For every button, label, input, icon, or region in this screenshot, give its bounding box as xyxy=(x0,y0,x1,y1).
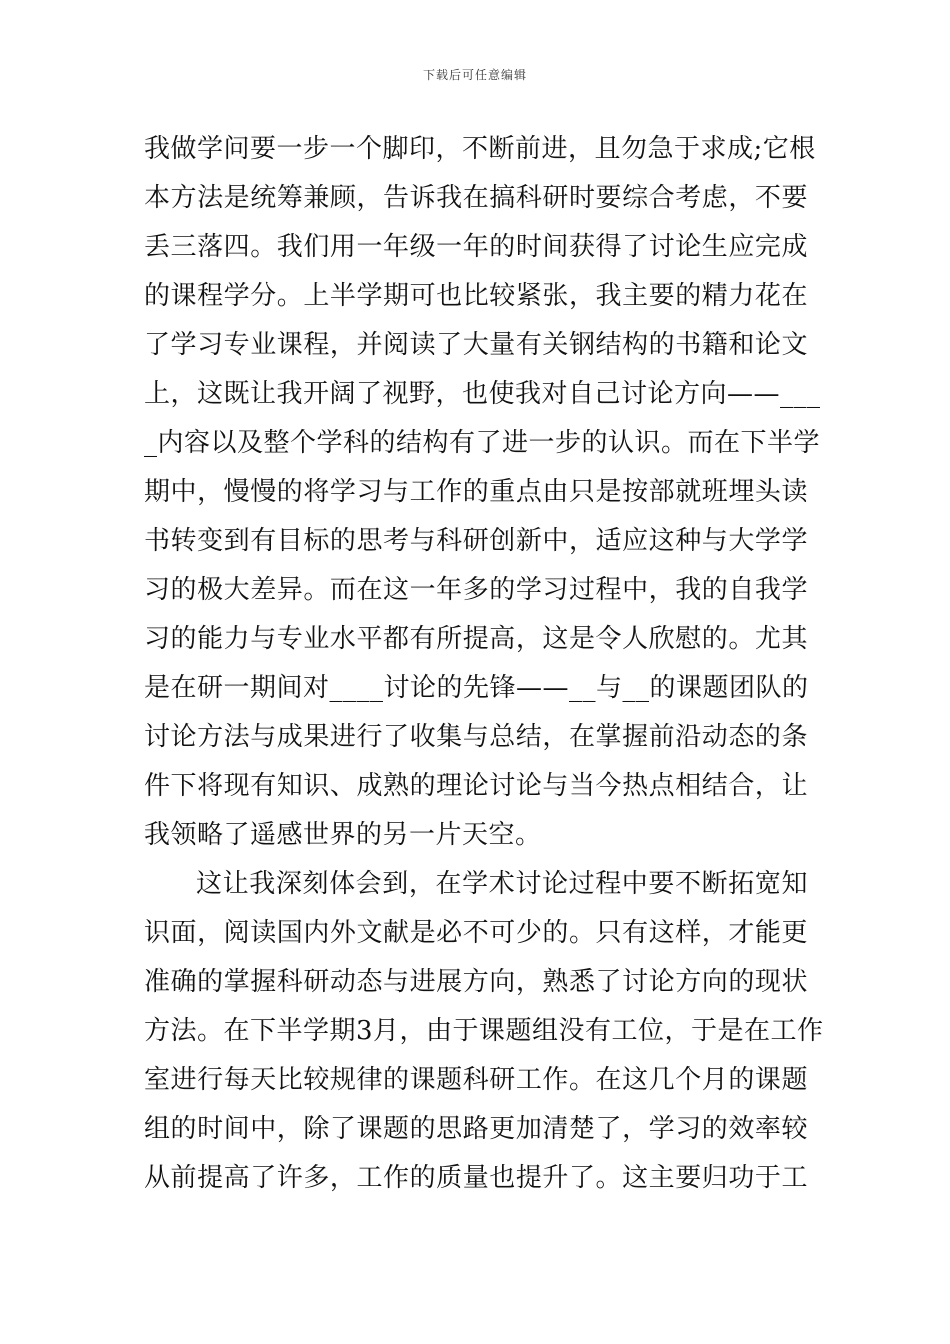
text-line: 方法。在下半学期3月，由于课题组没有工位，于是在工作 xyxy=(144,1016,824,1046)
paragraph-1 xyxy=(144,125,821,860)
text-line: 准确的掌握科研动态与进展方向，熟悉了讨论方向的现状 xyxy=(144,967,808,997)
text-line: _内容以及整个学科的结构有了进一步的认识。而在下半学 xyxy=(144,428,821,458)
text-line: 书转变到有目标的思考与科研创新中，适应这种与大学学 xyxy=(144,526,808,556)
text-line: 习的能力与专业水平都有所提高，这是令人欣慰的。尤其 xyxy=(144,624,808,654)
text-line: 我领略了遥感世界的另一片天空。 xyxy=(144,820,542,850)
text-line: 这让我深刻体会到，在学术讨论过程中要不断拓宽知 xyxy=(196,869,808,899)
text-line: 是在研一期间对____讨论的先锋——__与__的课题团队的 xyxy=(144,673,809,703)
header-note: 下载后可任意编辑 xyxy=(422,68,527,82)
text-line: 从前提高了许多，工作的质量也提升了。这主要归功于工 xyxy=(144,1163,808,1193)
text-line: 组的时间中，除了课题的思路更加清楚了，学习的效率较 xyxy=(144,1114,808,1144)
text-line: 丢三落四。我们用一年级一年的时间获得了讨论生应完成 xyxy=(144,232,808,262)
text-line: 上，这既让我开阔了视野，也使我对自己讨论方向——___ xyxy=(144,379,821,409)
text-line: 识面，阅读国内外文献是必不可少的。只有这样，才能更 xyxy=(144,918,808,948)
text-line: 讨论方法与成果进行了收集与总结，在掌握前沿动态的条 xyxy=(144,722,808,752)
text-line: 本方法是统筹兼顾，告诉我在搞科研时要综合考虑，不要 xyxy=(144,183,808,213)
text-line: 的课程学分。上半学期可也比较紧张，我主要的精力花在 xyxy=(144,281,808,311)
text-line: 习的极大差异。而在这一年多的学习过程中，我的自我学 xyxy=(144,575,808,605)
text-line: 我做学问要一步一个脚印，不断前进，且勿急于求成;它根 xyxy=(144,134,816,164)
body-text xyxy=(144,125,824,1203)
text-line: 件下将现有知识、成熟的理论讨论与当今热点相结合，让 xyxy=(144,771,808,801)
text-line: 室进行每天比较规律的课题科研工作。在这几个月的课题 xyxy=(144,1065,808,1095)
text-line: 期中，慢慢的将学习与工作的重点由只是按部就班埋头读 xyxy=(144,477,808,507)
text-line: 了学习专业课程，并阅读了大量有关钢结构的书籍和论文 xyxy=(144,330,808,360)
paragraph-2 xyxy=(144,860,824,1203)
